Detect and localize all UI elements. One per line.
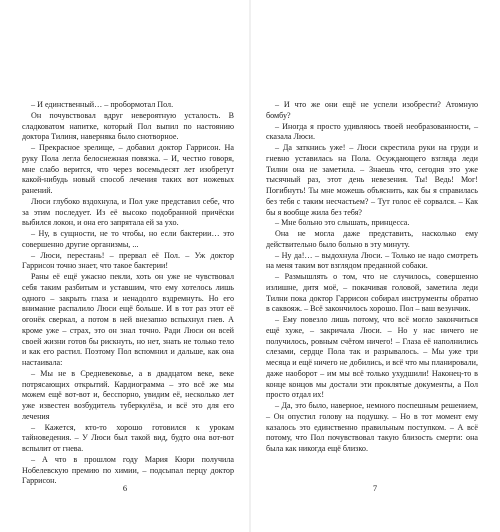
paragraph: – И единственный… – пробормотал Пол. [31, 100, 174, 109]
paragraph: – Мне больно это слышать, принцесса. [275, 218, 410, 228]
paragraph: Она не могла даже представить, насколько ему действительно было больно в эту минуту. [266, 229, 478, 249]
paragraph: – Размышлять о том, что не случилось, совершенно излишне, дитя моё, – покачивая головой, заметила леди Тилни пока доктор Гаррисон собирал инструменты обратно в саквояж. – Всё закончилось хорошо. Пол – ваш везунчик. [266, 272, 478, 314]
page-number-left: 6 [122, 483, 128, 493]
paragraph: – Ему повезло лишь потому, что всё могло закончиться ещё хуже, – закричала Люси. – Но у нас ничего не получилось, ровным счётом ничего! – Глаза её наполнились слезами, сердце Пола так и разрывалось. – Мы уже три месяца и ещё ничего не добились, и всё что мы планировали, даже наоборот – им мы всё только ухудшили! Наконец-то в конце концов мы достали эти проклятые документы, а Пол просто отдал их! [266, 315, 478, 400]
paragraph: – Прекрасное зрелище, – добавил доктор Гаррисон. На руку Пола легла белоснежная повязка. – И, честно говоря, мне слабо верится, что через восемьдесят лет изобретут какой-нибудь новый способ лечения таких вот ножевых ранений. [22, 143, 234, 195]
paragraph: Он почувствовал вдруг невероятную усталость. В сладковатом напитке, который Пол выпил по настоянию доктора Тилиня, наверняка было снотворное. [22, 110, 234, 142]
paragraph: – Ну, в сущности, не то чтобы, но если бактерии… это совершенно другие организмы, ... [22, 229, 234, 249]
right-page-text [266, 100, 478, 455]
paragraph: – А что в прошлом году Мария Кюри получила Нобелевскую премию по химии, – подсыпал перцу доктор Гаррисон. [22, 454, 234, 486]
page-number-right: 7 [372, 483, 378, 493]
left-page-text [22, 100, 234, 487]
paragraph: – Мы не в Средневековье, а в двадцатом веке, веке потрясающих открытий. Кардиограмма – это всё же мы можем ещё вот-вот и, бесспорно, увидим её, несколько лет уже известен возбудитель туберкулёза, и всё это для его лечения [22, 368, 234, 421]
paragraph: – Люси, перестань! – прервал её Пол. – Уж доктор Гаррисон точно знает, что такое бактерии! [22, 250, 234, 271]
paragraph: – Иногда я просто удивляюсь твоей необразованности, – сказала Люси. [266, 121, 478, 142]
paragraph: – Кажется, кто-то хорошо готовился к урокам тайноведения. – У Люси был такой вид, будто она вот-вот вспылит от гнева. [22, 422, 234, 453]
paragraph: Раны её ещё ужасно пекли, хоть он уже не чувствовал себя таким разбитым и уставшим, что ему хотелось лишь одного – закрыть глаза и ненадолго вздремнуть. Но его внимание распалило Люси ещё больше. И в тот раз этот её огонёк сверкал, а потом в ней внезапно вспыхнул гнев. А кроме уже – страх, это он знал точно. Ради Люси он всей своей жизни готов бы рискнуть, но нет, знать не только тело и как его растил. Поэтому Пол вспомнил и дальше, как она настаивала: [22, 272, 234, 367]
right-page [250, 0, 500, 532]
paragraph: – И что же они ещё не успели изобрести? Атомную бомбу? [266, 100, 478, 120]
paragraph: – Ну да!… – выдохнула Люси. – Только не надо смотреть на меня таким вот взглядом преданной собаки. [266, 250, 478, 271]
paragraph: – Да заткнись уже! – Люси скрестила руки на груди и гневно уставилась на Пола. Осуждающего взгляда леди Тилни она не заметила. – Знаешь что, сегодня это уже тысячный раз, этот день невезения. Ты! Ведь! Мог! Погибнуть! Ты мне можешь объяснить, как бы я справилась без тебя с таким несчастьем? – Тут голос её сорвался. – Как бы я вообще жила без тебя? [266, 143, 478, 217]
paragraph: – Да, это было, наверное, немного поспешным решением, – Он опустил голову на подушку. – Но в тот момент ему казалось это единственно правильным поступком. – А всё потому, что Пол почувствовал такую близость смерти: она была как никогда ещё близко. [266, 401, 478, 453]
paragraph: Люси глубоко вздохнула, и Пол уже представил себе, что за этим последует. Из её высоко подобранной причёски выбился локон, и она его запрятала ей за ухо. [22, 196, 234, 228]
